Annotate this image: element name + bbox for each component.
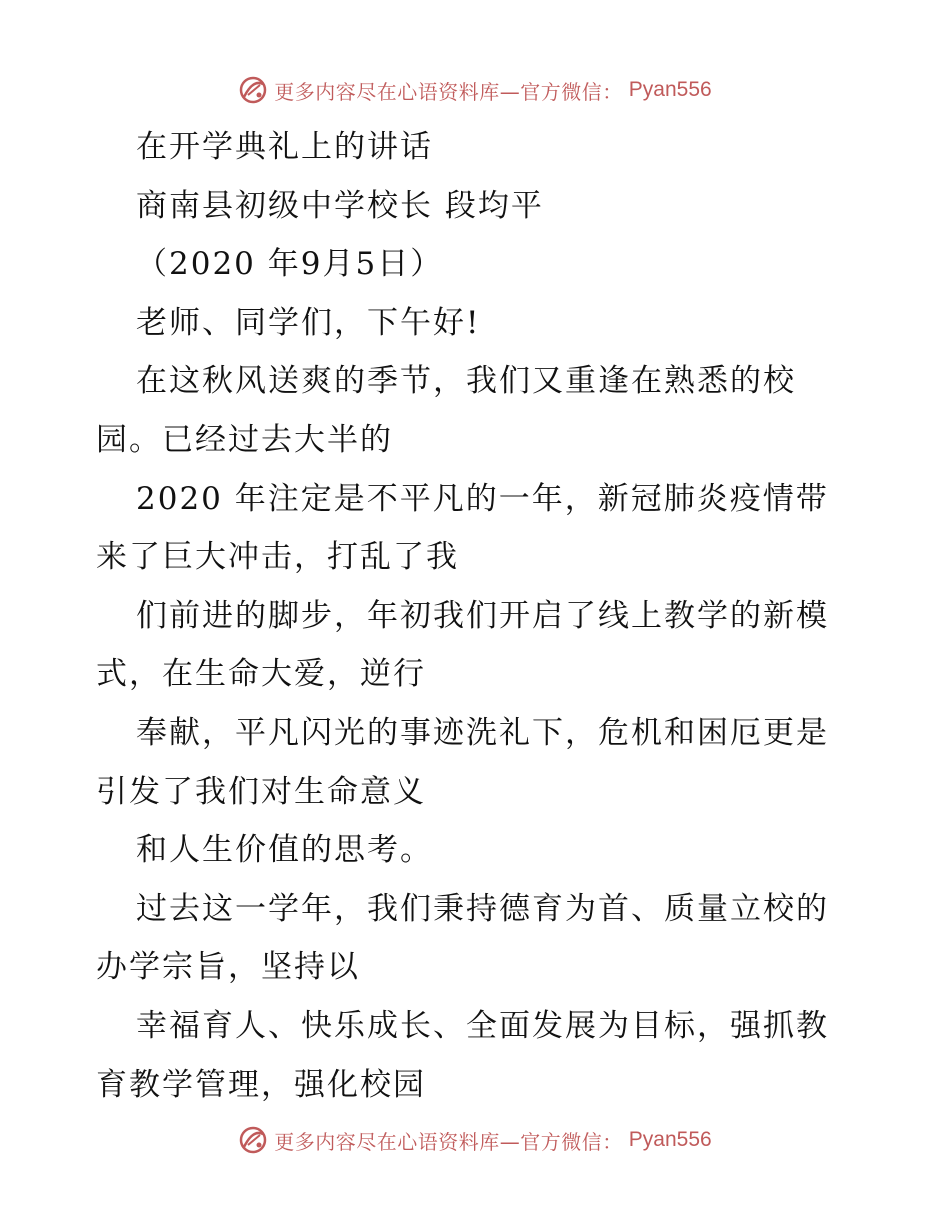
text-line: 在这秋风送爽的季节，我们又重逢在熟悉的校 — [136, 363, 796, 400]
text-line: 育教学管理，强化校园 — [96, 1066, 426, 1103]
text-line: 来了巨大冲击，打乱了我 — [96, 539, 459, 576]
text-line: 商南县初级中学校长 段均平 — [136, 187, 544, 224]
text-line: 过去这一学年，我们秉持德育为首、质量立校的 — [136, 890, 829, 927]
text-line: 园。已经过去大半的 — [96, 421, 393, 458]
text-line: 引发了我们对生命意义 — [96, 773, 426, 810]
text-line: 在开学典礼上的讲话 — [136, 129, 433, 165]
text-line: 幸福育人、快乐成长、全面发展为目标，强抓教 — [136, 1007, 829, 1044]
header-watermark — [0, 70, 950, 110]
text-line: 和人生价值的思考。 — [136, 832, 433, 869]
text-line: 办学宗旨，坚持以 — [96, 949, 360, 986]
text-line: 们前进的脚步，年初我们开启了线上教学的新模 — [136, 597, 829, 634]
logo-icon — [238, 1125, 268, 1155]
watermark-id: Pyan556 — [628, 1128, 712, 1151]
text-line: 2020 年注定是不平凡的一年，新冠肺炎疫情带 — [136, 480, 829, 517]
watermark-text: 更多内容尽在心语资料库—官方微信： — [274, 79, 623, 104]
text-line: 老师、同学们，下午好! — [136, 304, 481, 341]
text-line: 奉献，平凡闪光的事迹洗礼下，危机和困厄更是 — [136, 714, 829, 751]
text-line: （2020 年9月5日） — [136, 246, 444, 283]
logo-icon — [238, 75, 268, 105]
document-body — [96, 118, 886, 1114]
text-line: 式，在生命大爱，逆行 — [96, 656, 426, 693]
watermark-id: Pyan556 — [628, 78, 712, 101]
watermark-text: 更多内容尽在心语资料库—官方微信： — [274, 1129, 623, 1154]
footer-watermark — [0, 1120, 950, 1160]
